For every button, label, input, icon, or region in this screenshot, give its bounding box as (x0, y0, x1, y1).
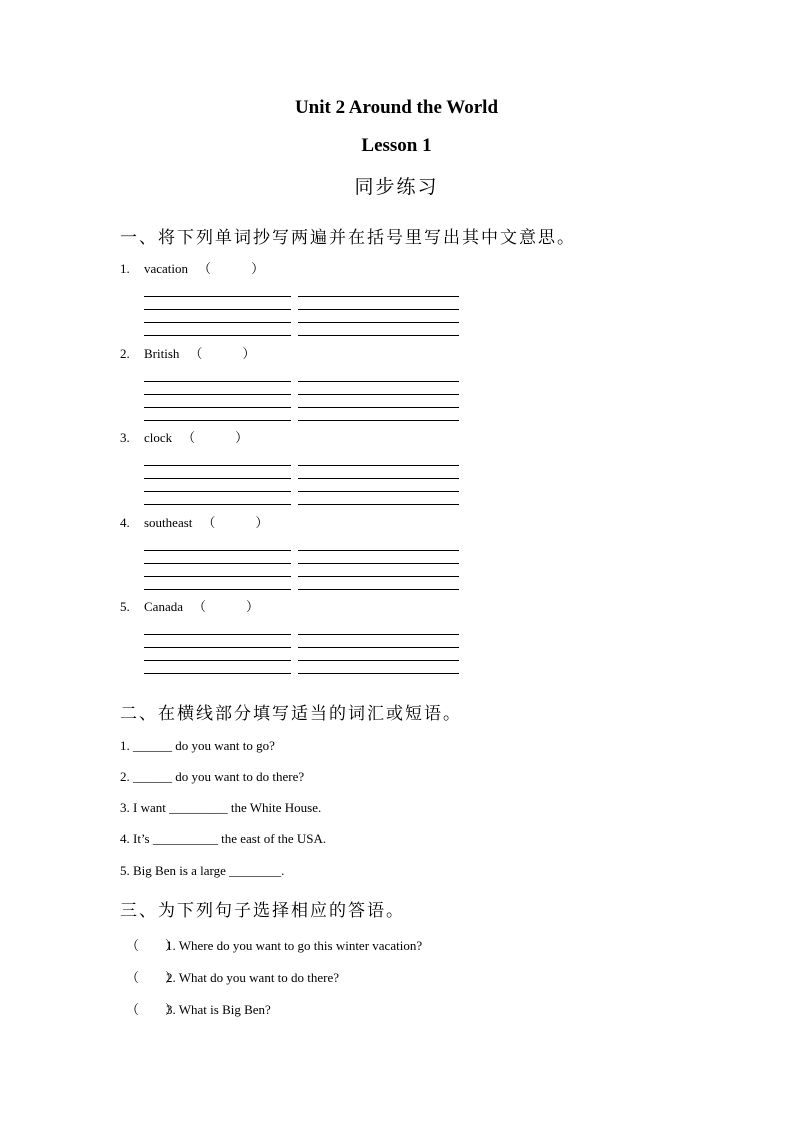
choice-question: 3. What is Big Ben? (166, 1002, 271, 1017)
word-line (120, 429, 520, 447)
choice-question: 1. Where do you want to go this winter vacation? (166, 938, 423, 953)
choice-item (126, 935, 422, 954)
writing-line[interactable] (144, 491, 291, 492)
fill-blank-item: 1. ______ do you want to go? (120, 738, 275, 753)
meaning-paren-open: （ (189, 346, 203, 361)
answer-paren: （ ） (126, 938, 179, 953)
vocab-word: vacation (144, 261, 189, 276)
fill-blank-item: 2. ______ do you want to do there? (120, 769, 305, 784)
writing-line[interactable] (144, 309, 291, 310)
writing-line[interactable] (298, 309, 459, 310)
word-item (120, 345, 520, 425)
meaning-paren-open: （ (198, 261, 212, 276)
fill-blank-item: 4. It’s __________ the east of the USA. (120, 831, 327, 846)
vocab-word: clock (144, 430, 173, 445)
writing-line[interactable] (298, 576, 459, 577)
worksheet-subtitle: 同步练习 (354, 176, 439, 198)
writing-line[interactable] (144, 394, 291, 395)
writing-line[interactable] (144, 634, 291, 635)
answer-paren: （ ） (126, 970, 179, 985)
writing-line[interactable] (298, 647, 459, 648)
writing-line[interactable] (144, 660, 291, 661)
fill-blank-item: 5. Big Ben is a large ________. (120, 863, 285, 878)
meaning-paren-open: （ (182, 430, 196, 445)
section-1-heading: 一、将下列单词抄写两遍并在括号里写出其中文意思。 (120, 228, 576, 248)
word-line (120, 345, 520, 363)
word-item (120, 598, 520, 678)
word-item (120, 429, 520, 509)
writing-line[interactable] (298, 478, 459, 479)
answer-paren: （ ） (126, 1002, 179, 1017)
writing-line[interactable] (298, 407, 459, 408)
writing-line[interactable] (298, 296, 459, 297)
fill-blank-item: 3. I want _________ the White House. (120, 800, 322, 815)
meaning-paren-close: ） (235, 430, 249, 445)
word-line (120, 260, 520, 278)
writing-line[interactable] (144, 478, 291, 479)
meaning-paren-close: ） (255, 515, 269, 530)
writing-line[interactable] (144, 322, 291, 323)
choice-item (126, 999, 271, 1018)
writing-line[interactable] (144, 335, 291, 336)
item-number: 4. (120, 515, 130, 530)
writing-line[interactable] (144, 563, 291, 564)
lesson-title: Lesson 1 (361, 135, 432, 156)
writing-line[interactable] (144, 647, 291, 648)
word-line (120, 514, 520, 532)
writing-line[interactable] (298, 322, 459, 323)
section-2-heading: 二、在横线部分填写适当的词汇或短语。 (120, 704, 462, 724)
writing-line[interactable] (144, 550, 291, 551)
vocab-word: Canada (144, 599, 183, 614)
writing-line[interactable] (298, 491, 459, 492)
unit-title: Unit 2 Around the World (294, 97, 499, 118)
writing-line[interactable] (144, 465, 291, 466)
choice-question: 2. What do you want to do there? (166, 970, 340, 985)
writing-line[interactable] (144, 673, 291, 674)
writing-line[interactable] (144, 504, 291, 505)
writing-line[interactable] (298, 660, 459, 661)
writing-line[interactable] (298, 465, 459, 466)
vocab-word: British (144, 346, 180, 361)
writing-line[interactable] (298, 504, 459, 505)
writing-line[interactable] (298, 673, 459, 674)
writing-line[interactable] (298, 420, 459, 421)
writing-line[interactable] (298, 335, 459, 336)
writing-line[interactable] (144, 576, 291, 577)
writing-line[interactable] (144, 407, 291, 408)
writing-line[interactable] (144, 589, 291, 590)
meaning-paren-open: （ (202, 515, 216, 530)
meaning-paren-open: （ (192, 599, 206, 614)
item-number: 3. (120, 430, 130, 445)
writing-line[interactable] (298, 634, 459, 635)
meaning-paren-close: ） (246, 599, 260, 614)
writing-line[interactable] (298, 563, 459, 564)
item-number: 5. (120, 599, 130, 614)
section-3-heading: 三、为下列句子选择相应的答语。 (120, 901, 405, 921)
item-number: 1. (120, 261, 130, 276)
meaning-paren-close: ） (251, 261, 265, 276)
word-item (120, 514, 520, 594)
writing-line[interactable] (144, 420, 291, 421)
writing-line[interactable] (298, 589, 459, 590)
meaning-paren-close: ） (242, 346, 256, 361)
item-number: 2. (120, 346, 130, 361)
writing-line[interactable] (298, 394, 459, 395)
vocab-word: southeast (144, 515, 193, 530)
word-item (120, 260, 520, 340)
writing-line[interactable] (144, 296, 291, 297)
choice-item (126, 967, 339, 986)
writing-line[interactable] (298, 381, 459, 382)
writing-line[interactable] (298, 550, 459, 551)
writing-line[interactable] (144, 381, 291, 382)
word-line (120, 598, 520, 616)
